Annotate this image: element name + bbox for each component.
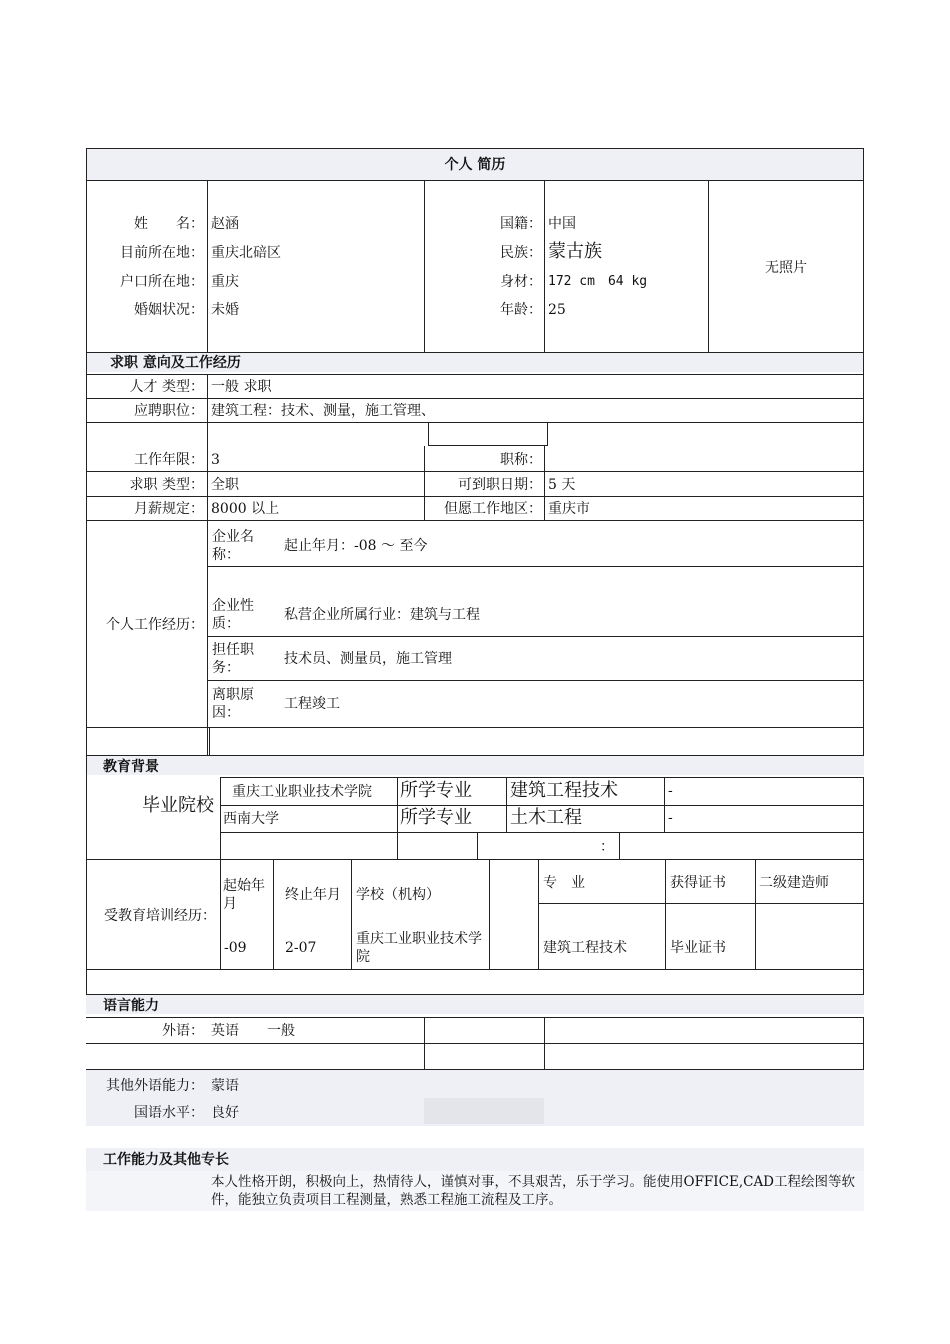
job-type-value: 全职 (211, 477, 239, 493)
ethnicity-value: 蒙古族 (548, 241, 602, 262)
other-language-label: 其他外语能力： (106, 1078, 204, 1094)
marital-value: 未婚 (211, 302, 239, 318)
years-label: 工作年限： (134, 452, 204, 468)
training-label: 受教育培训经历： (104, 908, 216, 924)
intent-section-title: 求职 意向及工作经历 (110, 355, 241, 371)
nationality-label: 国籍： (500, 216, 542, 232)
experience-label: 个人工作经历： (106, 617, 204, 633)
position-label: 应聘职位： (134, 403, 204, 419)
page-title: 个人 简历 (444, 157, 506, 173)
mandarin-value: 良好 (211, 1105, 239, 1121)
salary-label: 月薪规定： (134, 501, 204, 517)
training-major: 建筑工程技术 (543, 940, 627, 956)
school-2: 西南大学 (223, 811, 279, 827)
major-label-1: 所学专业 (400, 780, 472, 801)
school-1: 重庆工业职业技术学院 (232, 784, 372, 800)
major-label-2: 所学专业 (400, 807, 472, 828)
talent-label: 人才 类型： (129, 379, 204, 395)
training-school: 重庆工业职业技术学院 (356, 931, 482, 965)
nature-value: 私营企业所属行业：建筑与工程 (284, 607, 480, 623)
duty-value: 技术员、测量员，施工管理 (284, 651, 452, 667)
col-major-header: 专 业 (543, 875, 585, 891)
foreign-value: 英语 一般 (211, 1023, 295, 1039)
salary-value: 8000 以上 (211, 501, 280, 517)
nationality-value: 中国 (548, 216, 576, 232)
location-label: 目前所在地： (120, 245, 204, 261)
region-value: 重庆市 (548, 501, 590, 517)
skills-section-title: 工作能力及其他专长 (103, 1152, 229, 1168)
years-value: 3 (211, 452, 220, 468)
training-end: 2-07 (285, 940, 317, 956)
education-section-title: 教育背景 (103, 759, 159, 775)
job-type-label: 求职 类型： (129, 477, 204, 493)
school-extra-2: - (668, 810, 673, 826)
available-value: 5 天 (548, 477, 576, 493)
name-label: 姓 名： (134, 216, 204, 232)
photo-placeholder: 无照片 (765, 260, 807, 276)
marital-label: 婚姻状况： (134, 302, 204, 318)
duty-label: 担任职务： (212, 642, 254, 676)
blank-cell (424, 1098, 544, 1124)
language-section-title: 语言能力 (103, 998, 159, 1014)
mandarin-label: 国语水平： (134, 1105, 204, 1121)
region-label: 但愿工作地区： (444, 501, 542, 517)
age-label: 年龄： (500, 302, 542, 318)
location-value: 重庆北碚区 (211, 245, 281, 261)
foreign-label: 外语： (162, 1023, 204, 1039)
body-label: 身材： (500, 274, 542, 290)
colon-mark: ： (600, 839, 614, 855)
education-section-band (86, 755, 864, 775)
age-value: 25 (548, 302, 566, 318)
major-1: 建筑工程技术 (510, 780, 618, 801)
name-value: 赵涵 (211, 216, 239, 232)
school-label: 毕业院校 (142, 795, 214, 816)
major-2: 土木工程 (510, 807, 582, 828)
leave-value: 工程竣工 (284, 696, 340, 712)
company-value: 起止年月：-08 ～ 至今 (284, 538, 428, 554)
body-value: 172 cm 64 kg (548, 274, 648, 289)
leave-label: 离职原因： (212, 687, 254, 721)
col-start-header: 起始年月 (223, 878, 265, 912)
hukou-value: 重庆 (211, 274, 239, 290)
job-title-label: 职称： (500, 452, 542, 468)
language-section-band (86, 994, 864, 1014)
training-cert: 毕业证书 (670, 940, 726, 956)
ethnicity-label: 民族： (500, 245, 542, 261)
training-start: -09 (224, 940, 247, 956)
col-extra-header: 二级建造师 (759, 875, 829, 891)
skills-text: 本人性格开朗，积极向上，热情待人，谨慎对事，不具艰苦，乐于学习。能使用OFFICE,CAD工程绘图等软件，能独立负责项目工程测量，熟悉工程施工流程及工序。 (211, 1174, 856, 1208)
available-label: 可到职日期： (458, 477, 542, 493)
talent-value: 一般 求职 (211, 379, 272, 395)
hukou-label: 户口所在地： (120, 274, 204, 290)
col-cert-header: 获得证书 (670, 875, 726, 891)
col-school-header: 学校（机构） (356, 887, 440, 903)
position-value: 建筑工程：技术、测量，施工管理、 (211, 403, 435, 419)
col-end-header: 终止年月 (285, 887, 341, 903)
nature-label: 企业性质： (212, 598, 254, 632)
other-language-value: 蒙语 (211, 1078, 239, 1094)
school-extra-1: - (668, 783, 673, 799)
company-label: 企业名称： (212, 529, 254, 563)
